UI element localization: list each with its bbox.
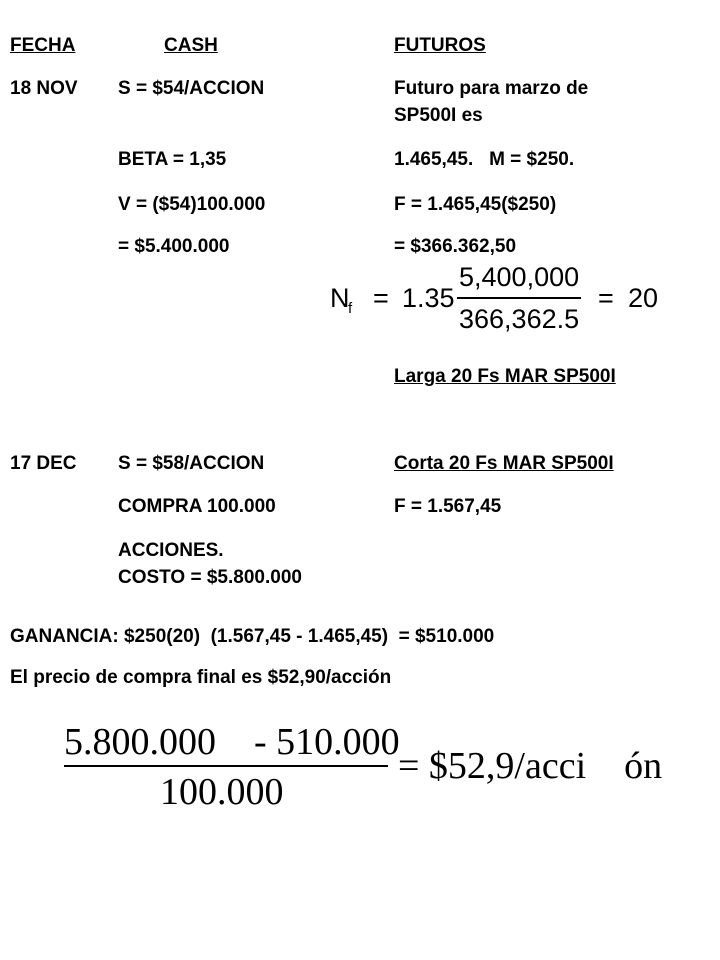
nf-symbol: N bbox=[330, 283, 350, 313]
dec-futures-price: F = 1.567,45 bbox=[394, 496, 502, 517]
header-futuros: FUTUROS bbox=[394, 35, 486, 56]
nf-equals-2: = bbox=[598, 283, 614, 313]
nov-cash-value-result: = $5.400.000 bbox=[118, 236, 230, 257]
ganancia-line: GANANCIA: $250(20) (1.567,45 - 1.465,45) = $510.000 bbox=[10, 626, 495, 647]
nov-date: 18 NOV bbox=[10, 78, 78, 99]
nf-beta: 1.35 bbox=[402, 283, 455, 313]
larga-position: Larga 20 Fs MAR SP500I bbox=[394, 366, 616, 387]
dec-cash-acciones: ACCIONES. bbox=[118, 540, 224, 561]
nov-futures-line1: Futuro para marzo de bbox=[394, 78, 589, 99]
nov-cash-value: V = ($54)100.000 bbox=[118, 194, 266, 215]
nov-futures-line5: = $366.362,50 bbox=[394, 236, 517, 257]
nf-denominator: 366,362.5 bbox=[459, 304, 580, 334]
dec-cash-costo: COSTO = $5.800.000 bbox=[118, 567, 302, 588]
nf-numerator: 5,400,000 bbox=[459, 262, 580, 292]
final-result: = $52,9/acci ón bbox=[398, 745, 663, 787]
nf-fraction-bar bbox=[457, 297, 581, 299]
dec-futures-corta: Corta 20 Fs MAR SP500I bbox=[394, 453, 614, 474]
nov-futures-line2: SP500I es bbox=[394, 105, 483, 126]
dec-cash-compra: COMPRA 100.000 bbox=[118, 496, 276, 517]
dec-date: 17 DEC bbox=[10, 453, 77, 474]
final-fraction-bar bbox=[64, 765, 388, 767]
dec-cash-price: S = $58/ACCION bbox=[118, 453, 265, 474]
nov-cash-price: S = $54/ACCION bbox=[118, 78, 265, 99]
header-fecha: FECHA bbox=[10, 35, 76, 56]
header-cash: CASH bbox=[164, 35, 218, 56]
final-numerator: 5.800.000 - 510.000 bbox=[64, 721, 400, 763]
nf-result: 20 bbox=[628, 283, 659, 313]
final-denominator: 100.000 bbox=[160, 771, 284, 813]
precio-final-line: El precio de compra final es $52,90/acción bbox=[10, 667, 392, 688]
nov-futures-line3: 1.465,45. M = $250. bbox=[394, 149, 575, 170]
nov-futures-line4: F = 1.465,45($250) bbox=[394, 194, 557, 215]
nf-equals: = bbox=[373, 283, 389, 313]
nf-subscript: f bbox=[348, 300, 353, 317]
nov-cash-beta: BETA = 1,35 bbox=[118, 149, 227, 170]
